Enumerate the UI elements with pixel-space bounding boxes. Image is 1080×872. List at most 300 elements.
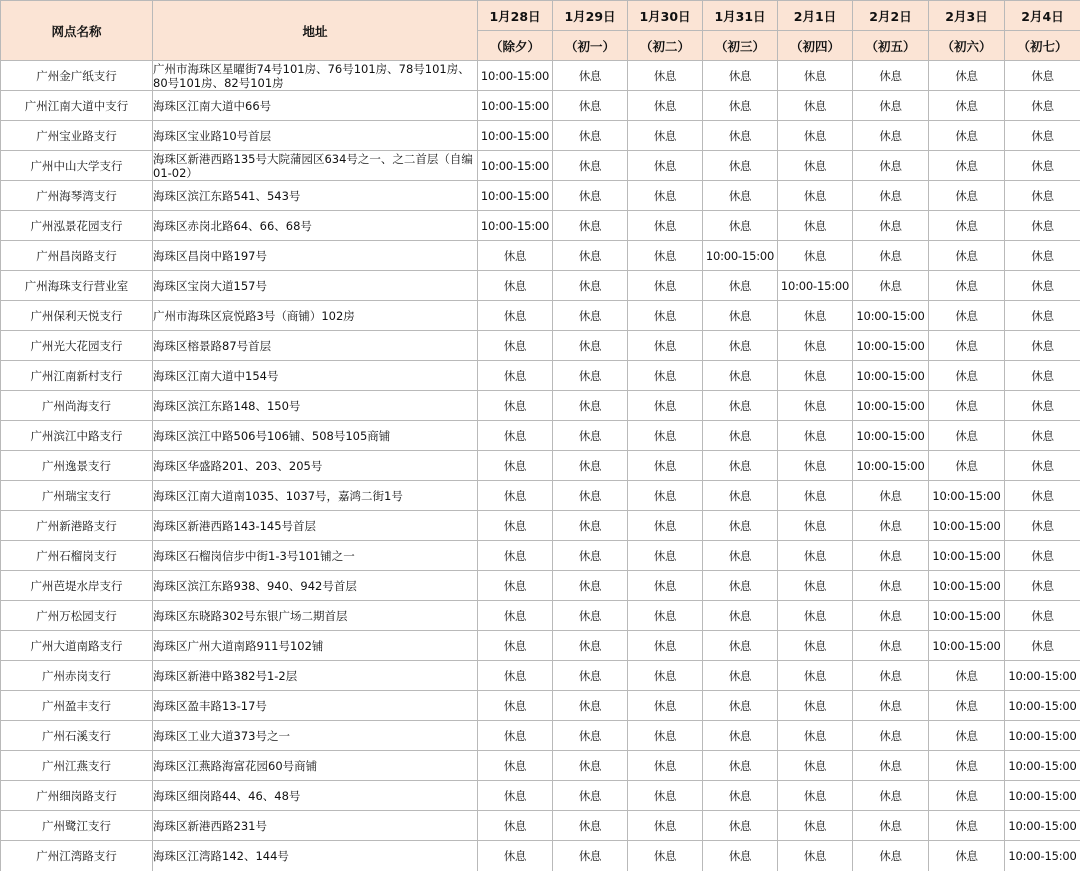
hours-cell: 休息 (478, 481, 553, 511)
hours-cell: 休息 (628, 691, 703, 721)
branch-name: 广州泓景花园支行 (1, 211, 153, 241)
hours-cell: 休息 (1005, 361, 1080, 391)
hours-cell: 休息 (628, 361, 703, 391)
hours-cell: 10:00-15:00 (929, 601, 1005, 631)
branch-address: 海珠区江南大道南1035、1037号，嘉鸿二街1号 (153, 481, 478, 511)
hours-cell: 休息 (478, 841, 553, 871)
branch-name: 广州滨江中路支行 (1, 421, 153, 451)
hours-cell: 休息 (1005, 151, 1080, 181)
hours-cell: 休息 (1005, 121, 1080, 151)
hours-cell: 10:00-15:00 (1005, 751, 1080, 781)
schedule-body (1, 61, 1080, 871)
hours-cell: 休息 (703, 631, 778, 661)
hours-cell: 休息 (929, 271, 1005, 301)
hours-cell: 10:00-15:00 (478, 121, 553, 151)
hours-cell: 休息 (1005, 601, 1080, 631)
hours-cell: 休息 (628, 301, 703, 331)
header-date: 2月1日 (778, 1, 853, 31)
hours-cell: 休息 (1005, 271, 1080, 301)
hours-cell: 休息 (478, 721, 553, 751)
hours-cell: 休息 (628, 751, 703, 781)
hours-cell: 休息 (929, 361, 1005, 391)
branch-address: 海珠区新港西路231号 (153, 811, 478, 841)
hours-cell: 10:00-15:00 (703, 241, 778, 271)
branch-name: 广州昌岗路支行 (1, 241, 153, 271)
header-date-row (1, 1, 1080, 31)
branch-name: 广州海珠支行营业室 (1, 271, 153, 301)
hours-cell: 休息 (553, 61, 628, 91)
hours-cell: 10:00-15:00 (853, 331, 929, 361)
hours-cell: 休息 (1005, 451, 1080, 481)
branch-name: 广州盈丰支行 (1, 691, 153, 721)
header-date: 2月2日 (853, 1, 929, 31)
hours-cell: 休息 (628, 571, 703, 601)
branch-address: 海珠区工业大道373号之一 (153, 721, 478, 751)
hours-cell: 休息 (853, 571, 929, 601)
hours-cell: 10:00-15:00 (929, 541, 1005, 571)
hours-cell: 休息 (553, 661, 628, 691)
branch-address: 海珠区滨江东路938、940、942号首层 (153, 571, 478, 601)
hours-cell: 10:00-15:00 (853, 301, 929, 331)
branch-address: 海珠区盈丰路13-17号 (153, 691, 478, 721)
hours-cell: 休息 (628, 271, 703, 301)
hours-cell: 休息 (853, 241, 929, 271)
hours-cell: 休息 (853, 661, 929, 691)
branch-name: 广州光大花园支行 (1, 331, 153, 361)
hours-cell: 休息 (478, 301, 553, 331)
hours-cell: 休息 (628, 781, 703, 811)
hours-cell: 休息 (778, 541, 853, 571)
hours-cell: 休息 (703, 811, 778, 841)
hours-cell: 休息 (778, 391, 853, 421)
hours-cell: 10:00-15:00 (1005, 691, 1080, 721)
branch-name: 广州新港路支行 (1, 511, 153, 541)
hours-cell: 休息 (929, 421, 1005, 451)
hours-cell: 休息 (553, 781, 628, 811)
hours-cell: 10:00-15:00 (1005, 661, 1080, 691)
table-row (1, 241, 1080, 271)
branch-name: 广州石榴岗支行 (1, 541, 153, 571)
hours-cell: 休息 (553, 121, 628, 151)
hours-cell: 休息 (778, 181, 853, 211)
table-row (1, 751, 1080, 781)
hours-cell: 休息 (929, 151, 1005, 181)
hours-cell: 10:00-15:00 (778, 271, 853, 301)
table-row (1, 211, 1080, 241)
hours-cell: 休息 (853, 91, 929, 121)
header-address: 地址 (153, 1, 478, 61)
hours-cell: 休息 (778, 91, 853, 121)
hours-cell: 休息 (778, 151, 853, 181)
hours-cell: 休息 (478, 391, 553, 421)
branch-address: 海珠区东晓路302号东银广场二期首层 (153, 601, 478, 631)
table-row (1, 811, 1080, 841)
hours-cell: 休息 (628, 61, 703, 91)
branch-name: 广州瑞宝支行 (1, 481, 153, 511)
table-row (1, 121, 1080, 151)
branch-name: 广州宝业路支行 (1, 121, 153, 151)
hours-cell: 休息 (553, 691, 628, 721)
hours-cell: 休息 (703, 211, 778, 241)
hours-cell: 休息 (778, 361, 853, 391)
hours-cell: 休息 (628, 181, 703, 211)
table-row (1, 391, 1080, 421)
hours-cell: 休息 (553, 331, 628, 361)
hours-cell: 休息 (478, 541, 553, 571)
branch-address: 海珠区宝岗大道157号 (153, 271, 478, 301)
hours-cell: 休息 (628, 421, 703, 451)
hours-cell: 休息 (478, 331, 553, 361)
hours-cell: 休息 (853, 121, 929, 151)
branch-name: 广州万松园支行 (1, 601, 153, 631)
hours-cell: 休息 (853, 751, 929, 781)
hours-cell: 休息 (853, 841, 929, 871)
hours-cell: 休息 (553, 811, 628, 841)
hours-cell: 休息 (703, 421, 778, 451)
hours-cell: 10:00-15:00 (1005, 841, 1080, 871)
hours-cell: 休息 (778, 841, 853, 871)
hours-cell: 10:00-15:00 (478, 181, 553, 211)
hours-cell: 休息 (553, 571, 628, 601)
branch-name: 广州鹭江支行 (1, 811, 153, 841)
hours-cell: 休息 (778, 571, 853, 601)
table-row (1, 841, 1080, 871)
hours-cell: 休息 (778, 721, 853, 751)
hours-cell: 休息 (553, 211, 628, 241)
branch-name: 广州赤岗支行 (1, 661, 153, 691)
hours-cell: 10:00-15:00 (1005, 781, 1080, 811)
branch-address: 海珠区滨江东路541、543号 (153, 181, 478, 211)
hours-cell: 休息 (853, 481, 929, 511)
hours-cell: 休息 (628, 511, 703, 541)
hours-cell: 休息 (853, 811, 929, 841)
header-day: （初五） (853, 31, 929, 61)
branch-address: 广州市海珠区星曜街74号101房、76号101房、78号101房、80号101房、82号101房 (153, 61, 478, 91)
hours-cell: 休息 (553, 631, 628, 661)
hours-cell: 休息 (628, 601, 703, 631)
hours-cell: 休息 (1005, 211, 1080, 241)
table-row (1, 451, 1080, 481)
hours-cell: 休息 (778, 211, 853, 241)
header-date: 2月3日 (929, 1, 1005, 31)
hours-cell: 休息 (853, 631, 929, 661)
hours-cell: 休息 (1005, 481, 1080, 511)
hours-cell: 休息 (778, 631, 853, 661)
hours-cell: 休息 (703, 541, 778, 571)
hours-cell: 休息 (1005, 91, 1080, 121)
hours-cell: 休息 (628, 481, 703, 511)
hours-cell: 休息 (478, 751, 553, 781)
branch-address: 海珠区新港中路382号1-2层 (153, 661, 478, 691)
hours-cell: 休息 (778, 301, 853, 331)
branch-name: 广州海琴湾支行 (1, 181, 153, 211)
hours-cell: 休息 (929, 721, 1005, 751)
hours-cell: 休息 (929, 751, 1005, 781)
hours-cell: 休息 (628, 211, 703, 241)
hours-cell: 休息 (1005, 301, 1080, 331)
hours-cell: 休息 (929, 181, 1005, 211)
hours-cell: 休息 (478, 601, 553, 631)
table-row (1, 721, 1080, 751)
hours-cell: 休息 (553, 721, 628, 751)
hours-cell: 休息 (853, 61, 929, 91)
hours-cell: 休息 (703, 781, 778, 811)
hours-cell: 休息 (553, 601, 628, 631)
header-date: 1月31日 (703, 1, 778, 31)
hours-cell: 休息 (778, 421, 853, 451)
hours-cell: 休息 (553, 271, 628, 301)
hours-cell: 休息 (853, 511, 929, 541)
hours-cell: 休息 (703, 751, 778, 781)
hours-cell: 休息 (628, 541, 703, 571)
hours-cell: 休息 (703, 841, 778, 871)
table-row (1, 151, 1080, 181)
hours-cell: 休息 (1005, 61, 1080, 91)
table-row (1, 571, 1080, 601)
header-branch-name: 网点名称 (1, 1, 153, 61)
branch-address: 海珠区昌岗中路197号 (153, 241, 478, 271)
header-date: 1月29日 (553, 1, 628, 31)
hours-cell: 休息 (778, 811, 853, 841)
header-day: （初四） (778, 31, 853, 61)
hours-cell: 休息 (703, 61, 778, 91)
hours-cell: 休息 (929, 331, 1005, 361)
hours-cell: 休息 (478, 781, 553, 811)
branch-address: 海珠区江南大道中66号 (153, 91, 478, 121)
branch-address: 广州市海珠区宸悦路3号（商铺）102房 (153, 301, 478, 331)
hours-cell: 休息 (628, 121, 703, 151)
hours-cell: 休息 (478, 811, 553, 841)
hours-cell: 休息 (703, 151, 778, 181)
header-day: （初一） (553, 31, 628, 61)
table-row (1, 661, 1080, 691)
branch-name: 广州江南新村支行 (1, 361, 153, 391)
table-row (1, 691, 1080, 721)
table-row (1, 631, 1080, 661)
hours-cell: 休息 (628, 631, 703, 661)
branch-name: 广州尚海支行 (1, 391, 153, 421)
hours-cell: 休息 (553, 181, 628, 211)
hours-cell: 休息 (478, 511, 553, 541)
hours-cell: 休息 (929, 781, 1005, 811)
hours-cell: 休息 (478, 271, 553, 301)
hours-cell: 休息 (778, 601, 853, 631)
branch-address: 海珠区江湾路142、144号 (153, 841, 478, 871)
hours-cell: 休息 (703, 91, 778, 121)
table-row (1, 511, 1080, 541)
hours-cell: 休息 (703, 361, 778, 391)
header-day: （初七） (1005, 31, 1080, 61)
hours-cell: 休息 (478, 421, 553, 451)
hours-cell: 休息 (703, 571, 778, 601)
branch-name: 广州江燕支行 (1, 751, 153, 781)
hours-cell: 休息 (929, 811, 1005, 841)
branch-address: 海珠区石榴岗信步中街1-3号101铺之一 (153, 541, 478, 571)
hours-cell: 休息 (1005, 181, 1080, 211)
hours-cell: 休息 (929, 301, 1005, 331)
hours-cell: 休息 (703, 181, 778, 211)
hours-cell: 休息 (478, 661, 553, 691)
hours-cell: 休息 (778, 691, 853, 721)
hours-cell: 休息 (778, 481, 853, 511)
hours-cell: 休息 (628, 91, 703, 121)
hours-cell: 休息 (778, 121, 853, 151)
hours-cell: 休息 (478, 571, 553, 601)
table-row (1, 331, 1080, 361)
branch-address: 海珠区江燕路海富花园60号商铺 (153, 751, 478, 781)
hours-cell: 休息 (703, 301, 778, 331)
hours-cell: 休息 (1005, 511, 1080, 541)
hours-cell: 休息 (1005, 391, 1080, 421)
header-date: 1月28日 (478, 1, 553, 31)
hours-cell: 休息 (853, 721, 929, 751)
hours-cell: 10:00-15:00 (478, 61, 553, 91)
hours-cell: 休息 (1005, 631, 1080, 661)
hours-cell: 休息 (478, 631, 553, 661)
table-row (1, 181, 1080, 211)
hours-cell: 休息 (703, 451, 778, 481)
hours-cell: 休息 (929, 451, 1005, 481)
hours-cell: 休息 (478, 451, 553, 481)
table-row (1, 481, 1080, 511)
hours-cell: 休息 (628, 661, 703, 691)
hours-cell: 10:00-15:00 (853, 451, 929, 481)
hours-cell: 10:00-15:00 (478, 211, 553, 241)
hours-cell: 休息 (778, 781, 853, 811)
hours-cell: 休息 (553, 751, 628, 781)
table-row (1, 361, 1080, 391)
hours-cell: 休息 (553, 91, 628, 121)
hours-cell: 休息 (703, 481, 778, 511)
hours-cell: 休息 (553, 391, 628, 421)
hours-cell: 休息 (778, 661, 853, 691)
table-row (1, 601, 1080, 631)
hours-cell: 休息 (553, 541, 628, 571)
branch-name: 广州芭堤水岸支行 (1, 571, 153, 601)
branch-name: 广州保利天悦支行 (1, 301, 153, 331)
table-row (1, 61, 1080, 91)
hours-cell: 休息 (778, 451, 853, 481)
hours-cell: 休息 (478, 691, 553, 721)
header-day: （初二） (628, 31, 703, 61)
hours-cell: 休息 (778, 61, 853, 91)
hours-cell: 休息 (478, 361, 553, 391)
hours-cell: 休息 (778, 751, 853, 781)
table-row (1, 91, 1080, 121)
table-row (1, 301, 1080, 331)
hours-cell: 10:00-15:00 (853, 421, 929, 451)
branch-address: 海珠区赤岗北路64、66、68号 (153, 211, 478, 241)
branch-address: 海珠区新港西路143-145号首层 (153, 511, 478, 541)
hours-cell: 休息 (628, 451, 703, 481)
branch-address: 海珠区广州大道南路911号102铺 (153, 631, 478, 661)
table-row (1, 421, 1080, 451)
hours-cell: 休息 (703, 331, 778, 361)
hours-cell: 休息 (703, 121, 778, 151)
hours-cell: 10:00-15:00 (929, 631, 1005, 661)
hours-cell: 休息 (553, 451, 628, 481)
hours-cell: 休息 (553, 361, 628, 391)
hours-cell: 休息 (1005, 331, 1080, 361)
branch-name: 广州金广纸支行 (1, 61, 153, 91)
hours-cell: 休息 (628, 721, 703, 751)
hours-cell: 休息 (929, 691, 1005, 721)
hours-cell: 休息 (628, 391, 703, 421)
hours-cell: 休息 (853, 211, 929, 241)
branch-name: 广州中山大学支行 (1, 151, 153, 181)
branch-name: 广州逸景支行 (1, 451, 153, 481)
header-day: （初六） (929, 31, 1005, 61)
hours-cell: 休息 (929, 121, 1005, 151)
hours-cell: 休息 (853, 691, 929, 721)
hours-cell: 休息 (553, 241, 628, 271)
hours-cell: 休息 (553, 151, 628, 181)
branch-name: 广州大道南路支行 (1, 631, 153, 661)
hours-cell: 休息 (929, 841, 1005, 871)
hours-cell: 休息 (703, 511, 778, 541)
table-row (1, 271, 1080, 301)
hours-cell: 休息 (1005, 421, 1080, 451)
hours-cell: 10:00-15:00 (478, 151, 553, 181)
hours-cell: 休息 (929, 211, 1005, 241)
hours-cell: 10:00-15:00 (929, 481, 1005, 511)
hours-cell: 休息 (628, 841, 703, 871)
hours-cell: 休息 (628, 811, 703, 841)
branch-name: 广州石溪支行 (1, 721, 153, 751)
header-date: 1月30日 (628, 1, 703, 31)
hours-cell: 休息 (929, 241, 1005, 271)
hours-cell: 10:00-15:00 (853, 391, 929, 421)
hours-cell: 10:00-15:00 (929, 511, 1005, 541)
hours-cell: 休息 (553, 421, 628, 451)
hours-cell: 休息 (1005, 571, 1080, 601)
branch-name: 广州江南大道中支行 (1, 91, 153, 121)
hours-cell: 休息 (703, 661, 778, 691)
hours-cell: 休息 (1005, 541, 1080, 571)
hours-cell: 休息 (853, 781, 929, 811)
hours-cell: 休息 (553, 841, 628, 871)
hours-cell: 休息 (929, 391, 1005, 421)
hours-cell: 10:00-15:00 (478, 91, 553, 121)
hours-cell: 休息 (778, 241, 853, 271)
hours-cell: 休息 (628, 241, 703, 271)
hours-cell: 休息 (628, 331, 703, 361)
branch-address: 海珠区华盛路201、203、205号 (153, 451, 478, 481)
header-day: （除夕） (478, 31, 553, 61)
hours-cell: 休息 (929, 661, 1005, 691)
hours-cell: 休息 (778, 331, 853, 361)
table-row (1, 541, 1080, 571)
hours-cell: 休息 (703, 271, 778, 301)
hours-cell: 休息 (853, 181, 929, 211)
header-day: （初三） (703, 31, 778, 61)
hours-cell: 休息 (853, 151, 929, 181)
branch-address: 海珠区江南大道中154号 (153, 361, 478, 391)
branch-name: 广州细岗路支行 (1, 781, 153, 811)
hours-cell: 休息 (853, 271, 929, 301)
hours-cell: 休息 (929, 91, 1005, 121)
table-row (1, 781, 1080, 811)
hours-cell: 休息 (929, 61, 1005, 91)
hours-cell: 10:00-15:00 (1005, 811, 1080, 841)
hours-cell: 休息 (853, 601, 929, 631)
branch-address: 海珠区滨江中路506号106铺、508号105商铺 (153, 421, 478, 451)
hours-cell: 休息 (703, 391, 778, 421)
branch-address: 海珠区宝业路10号首层 (153, 121, 478, 151)
hours-cell: 休息 (628, 151, 703, 181)
hours-cell: 休息 (553, 511, 628, 541)
branch-address: 海珠区榕景路87号首层 (153, 331, 478, 361)
